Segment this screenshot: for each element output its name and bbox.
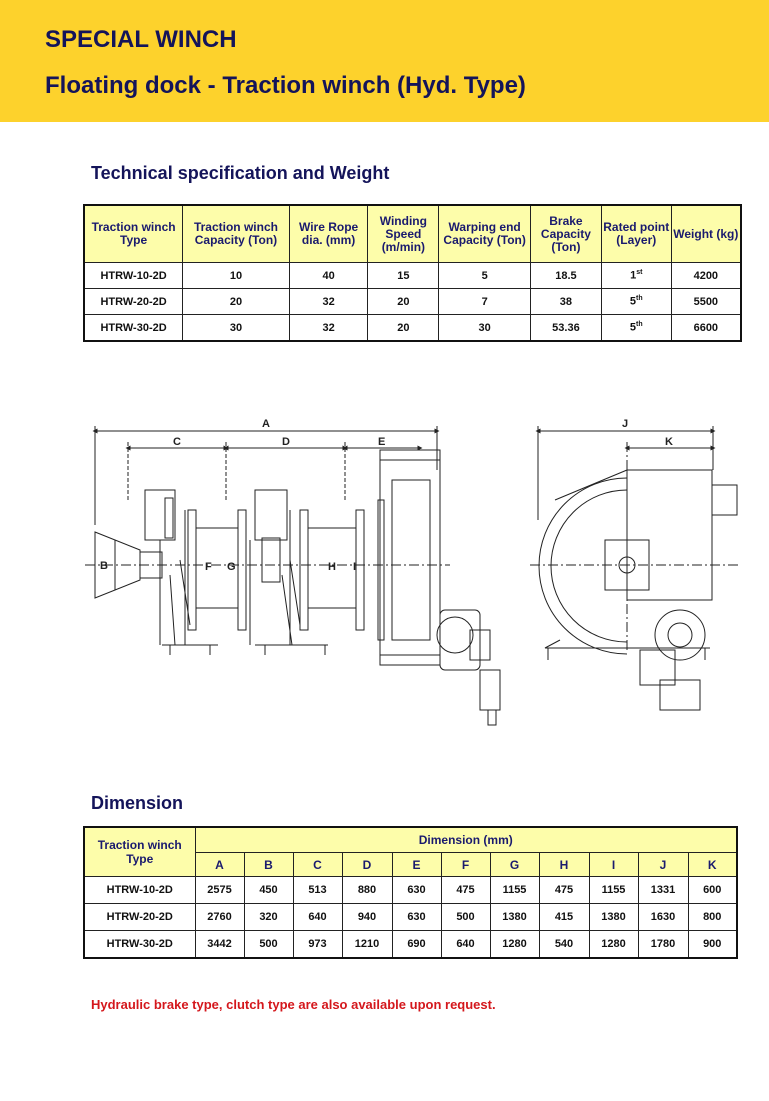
table-row	[84, 289, 741, 315]
dim-label-k: K	[665, 436, 673, 448]
layer-number: 5	[629, 295, 637, 308]
spec-cell-speed: 20	[368, 315, 439, 342]
dim-col-e: E	[392, 853, 441, 877]
dim-cell: 2575	[195, 877, 244, 904]
dim-cell: 475	[441, 877, 490, 904]
table-row	[84, 877, 737, 904]
dim-cell: 1280	[589, 931, 638, 959]
dim-label-h: H	[328, 561, 336, 573]
layer-suffix: st	[636, 269, 643, 277]
spec-col-type: Traction winch Type	[84, 205, 183, 263]
dim-cell: 475	[539, 877, 589, 904]
spec-table	[83, 204, 742, 342]
dim-cell: 2760	[195, 904, 244, 931]
spec-cell-capacity: 30	[183, 315, 290, 342]
dimension-header-row	[84, 827, 737, 853]
spec-cell-weight: 5500	[671, 289, 741, 315]
dim-cell: 640	[441, 931, 490, 959]
dim-cell: 880	[342, 877, 392, 904]
dim-cell: 973	[293, 931, 342, 959]
spec-cell-capacity: 20	[183, 289, 290, 315]
winch-drawing	[0, 410, 769, 730]
spec-cell-weight: 4200	[671, 263, 741, 289]
dim-cell: 1331	[638, 877, 688, 904]
dim-cell: 500	[441, 904, 490, 931]
page-subtitle: Floating dock - Traction winch (Hyd. Type)	[45, 72, 526, 99]
dim-cell: 513	[293, 877, 342, 904]
spec-header-row	[84, 205, 741, 263]
dim-label-d: D	[282, 436, 290, 448]
dim-cell: 900	[688, 931, 737, 959]
availability-note: Hydraulic brake type, clutch type are also available upon request.	[91, 997, 496, 1012]
dim-col-d: D	[342, 853, 392, 877]
dim-col-h: H	[539, 853, 589, 877]
dim-label-f: F	[205, 561, 212, 573]
dim-col-k: K	[688, 853, 737, 877]
spec-cell-type: HTRW-30-2D	[84, 315, 183, 342]
dim-cell: 1210	[342, 931, 392, 959]
layer-number: 5	[629, 321, 637, 334]
table-row	[84, 263, 741, 289]
table-row	[84, 315, 741, 342]
dim-label-c: C	[173, 436, 181, 448]
layer-suffix: th	[636, 295, 643, 303]
dim-label-g: G	[227, 561, 236, 573]
table-row	[84, 931, 737, 959]
spec-col-warping: Warping end Capacity (Ton)	[439, 205, 531, 263]
dim-cell: 500	[244, 931, 293, 959]
spec-heading: Technical specification and Weight	[91, 163, 390, 183]
dim-cell: 450	[244, 877, 293, 904]
dim-cell: 540	[539, 931, 589, 959]
dim-cell: 1630	[638, 904, 688, 931]
dim-col-i: I	[589, 853, 638, 877]
dim-cell-type: HTRW-30-2D	[84, 931, 195, 959]
spec-cell-brake: 38	[531, 289, 602, 315]
dim-cell: 415	[539, 904, 589, 931]
page-title: SPECIAL WINCH	[45, 26, 237, 53]
spec-cell-weight: 6600	[671, 315, 741, 342]
dim-cell: 1155	[589, 877, 638, 904]
spec-cell-warping: 30	[439, 315, 531, 342]
dim-label-i: I	[353, 561, 357, 573]
dim-col-a: A	[195, 853, 244, 877]
dim-col-type: Traction winch Type	[84, 827, 195, 877]
dim-label-j: J	[622, 418, 629, 430]
spec-cell-layer	[601, 315, 671, 342]
dim-cell: 1155	[490, 877, 539, 904]
spec-cell-warping: 5	[439, 263, 531, 289]
dim-col-j: J	[638, 853, 688, 877]
spec-cell-type: HTRW-10-2D	[84, 263, 183, 289]
dim-cell: 600	[688, 877, 737, 904]
layer-suffix: th	[636, 321, 643, 329]
spec-cell-speed: 15	[368, 263, 439, 289]
spec-cell-capacity: 10	[183, 263, 290, 289]
spec-cell-speed: 20	[368, 289, 439, 315]
spec-cell-type: HTRW-20-2D	[84, 289, 183, 315]
dim-cell: 1380	[490, 904, 539, 931]
spec-cell-layer	[601, 263, 671, 289]
spec-col-brake: Brake Capacity (Ton)	[531, 205, 602, 263]
spec-col-layer: Rated point (Layer)	[601, 205, 671, 263]
dim-cell: 1280	[490, 931, 539, 959]
dimension-table	[83, 826, 738, 959]
dim-label-e: E	[378, 436, 386, 448]
dim-col-f: F	[441, 853, 490, 877]
dim-cell: 320	[244, 904, 293, 931]
dim-cell-type: HTRW-20-2D	[84, 904, 195, 931]
spec-col-rope: Wire Rope dia. (mm)	[289, 205, 368, 263]
dim-cell: 3442	[195, 931, 244, 959]
spec-cell-brake: 53.36	[531, 315, 602, 342]
spec-cell-rope: 32	[289, 315, 368, 342]
dim-col-b: B	[244, 853, 293, 877]
spec-cell-brake: 18.5	[531, 263, 602, 289]
layer-number: 1	[630, 269, 637, 282]
dim-cell-type: HTRW-10-2D	[84, 877, 195, 904]
dim-cell: 1780	[638, 931, 688, 959]
dim-label-a: A	[262, 418, 270, 430]
dim-cell: 1380	[589, 904, 638, 931]
spec-col-weight: Weight (kg)	[671, 205, 741, 263]
dim-cell: 800	[688, 904, 737, 931]
dim-label-b: B	[100, 560, 108, 572]
dim-cell: 940	[342, 904, 392, 931]
dim-group-header: Dimension (mm)	[195, 827, 737, 853]
spec-cell-rope: 40	[289, 263, 368, 289]
dim-cell: 630	[392, 904, 441, 931]
header-banner	[0, 0, 769, 122]
spec-cell-rope: 32	[289, 289, 368, 315]
spec-col-speed: Winding Speed (m/min)	[368, 205, 439, 263]
dim-cell: 640	[293, 904, 342, 931]
spec-col-capacity: Traction winch Capacity (Ton)	[183, 205, 290, 263]
table-row	[84, 904, 737, 931]
spec-cell-layer	[601, 289, 671, 315]
dim-cell: 690	[392, 931, 441, 959]
dim-col-g: G	[490, 853, 539, 877]
dimension-heading: Dimension	[91, 793, 184, 813]
dim-col-c: C	[293, 853, 342, 877]
dim-cell: 630	[392, 877, 441, 904]
spec-cell-warping: 7	[439, 289, 531, 315]
